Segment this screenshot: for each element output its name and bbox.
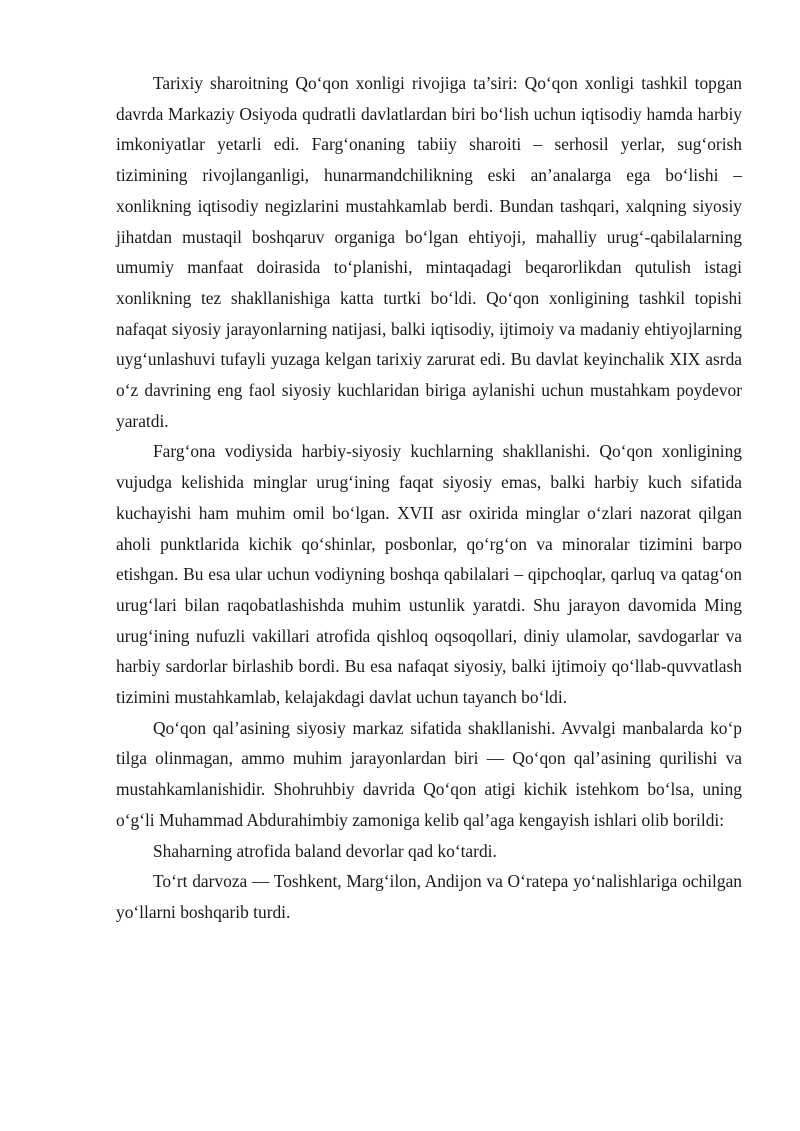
paragraph-kokand-historical-conditions: Tarixiy sharoitning Qo‘qon xonligi rivojiga ta’siri: Qo‘qon xonligi tashkil topgan davrda Markaziy Osiyoda qudratli davlatlardan biri bo‘lish uchun iqtisodiy hamda harbiy imkoniyatlar yetarli edi. Farg‘onaning tabiiy sharoiti – serhosil yerlar, sug‘orish tizimining rivojlanganligi, hunarmandchilikning eski an’analarga ega bo‘lishi – xonlikning iqtisodiy negizlarini mustahkamlab berdi. Bundan tashqari, xalqning siyosiy jihatdan mustaqil boshqaruv organiga bo‘lgan ehtiyoji, mahalliy urug‘-qabilalarning umumiy manfaat doirasida to‘planishi, mintaqadagi beqarorlikdan qutulish istagi xonlikning tez shakllanishiga katta turtki bo‘ldi. Qo‘qon xonligining tashkil topishi nafaqat siyosiy jarayonlarning natijasi, balki iqtisodiy, ijtimoiy va madaniy ehtiyojlarning uyg‘unlashuvi tufayli yuzaga kelgan tarixiy zarurat edi. Bu davlat keyinchalik XIX asrda o‘z davrining eng faol siyosiy kuchlaridan biriga aylanishi uchun mustahkam poydevor yaratdi. bbox=[116, 73, 742, 431]
paragraph-kokand-fortress-center: Qo‘qon qal’asining siyosiy markaz sifatida shakllanishi. Avvalgi manbalarda ko‘p tilga olinmagan, ammo muhim jarayonlardan biri — Qo‘qon qal’asining qurilishi va mustahkamlanishidir. Shohruhbiy davrida Qo‘qon atigi kichik istehkom bo‘lsa, uning o‘g‘li Muhammad Abdurahimbiy zamoniga kelib qal’aga kengayish ishlari olib borildi: bbox=[116, 717, 742, 830]
paragraph-city-walls: Shaharning atrofida baland devorlar qad ko‘tardi. bbox=[153, 840, 497, 861]
paragraph-four-gates: To‘rt darvoza — Toshkent, Marg‘ilon, Andijon va O‘ratepa yo‘nalishlariga ochilgan yo‘llarni boshqarib turdi. bbox=[116, 871, 742, 922]
paragraph-fergana-military-forces: Farg‘ona vodiysida harbiy-siyosiy kuchlarning shakllanishi. Qo‘qon xonligining vujudga kelishida minglar urug‘ining faqat siyosiy emas, balki harbiy kuch sifatida kuchayishi ham muhim omil bo‘lgan. XVII asr oxirida minglar o‘zlari nazorat qilgan aholi punktlarida kichik qo‘shinlar, posbonlar, qo‘rg‘on va minoralar tizimini barpo etishgan. Bu esa ular uchun vodiyning boshqa qabilalari – qipchoqlar, qarluq va qatag‘on urug‘lari bilan raqobatlashishda muhim ustunlik yaratdi. Shu jarayon davomida Ming urug‘ining nufuzli vakillari atrofida qishloq oqsoqollari, diniy ulamolar, savdogarlar va harbiy sardorlar birlashib bordi. Bu esa nafaqat siyosiy, balki ijtimoiy qo‘llab-quvvatlash tizimini mustahkamlab, kelajakdagi davlat uchun tayanch bo‘ldi. bbox=[116, 441, 742, 708]
document-page bbox=[116, 68, 742, 928]
